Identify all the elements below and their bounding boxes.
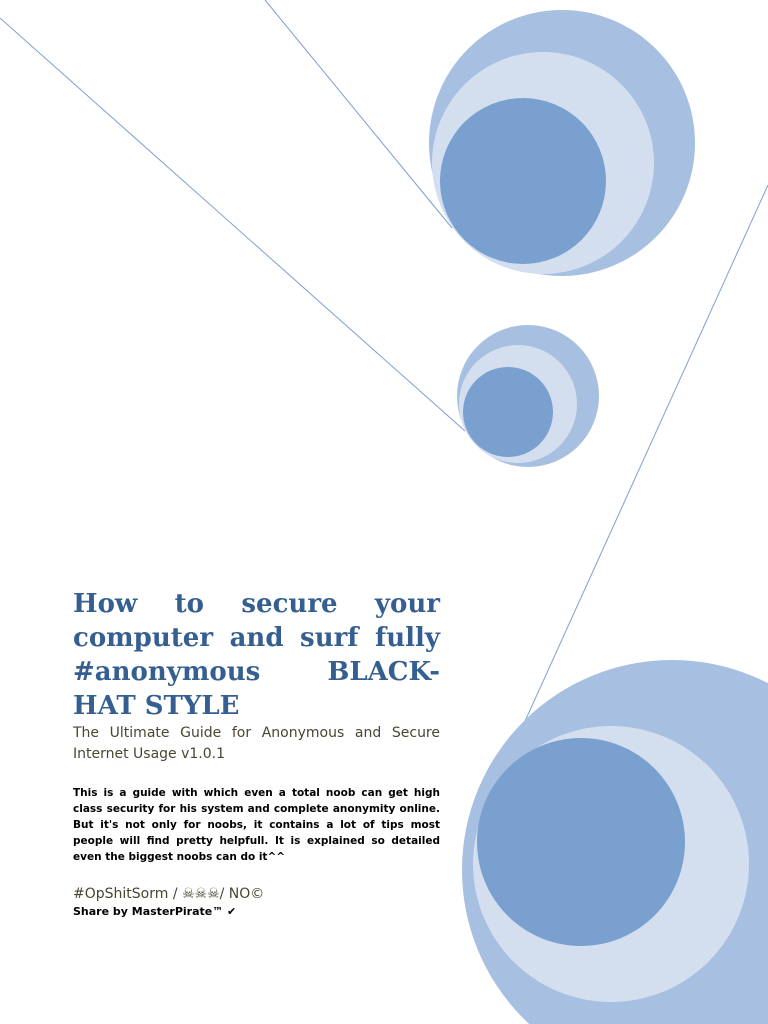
guide-description: This is a guide with which even a total noob can get high class security for his system and complete anonymity online. But it's not only for noobs, it contains a lot of tips most people will find pretty helpfull. It is explained so detailed even the biggest noobs can do it^^ [73,787,440,863]
tag-line: #OpShitSorm / ☠☠☠/ NO© [73,886,265,902]
decorative-circle-middle [457,325,599,467]
share-credit: Share by MasterPirate™ ✔ [73,905,237,918]
decorative-line [265,0,452,228]
decorative-line [0,18,465,431]
document-title: How to secure your computer and surf fully #anonymous BLACK-HAT STYLE [73,589,440,721]
decorative-circle-bottom [462,660,768,1024]
decorative-circle-top [429,10,695,276]
document-subtitle: The Ultimate Guide for Anonymous and Secure Internet Usage v1.0.1 [73,725,440,762]
